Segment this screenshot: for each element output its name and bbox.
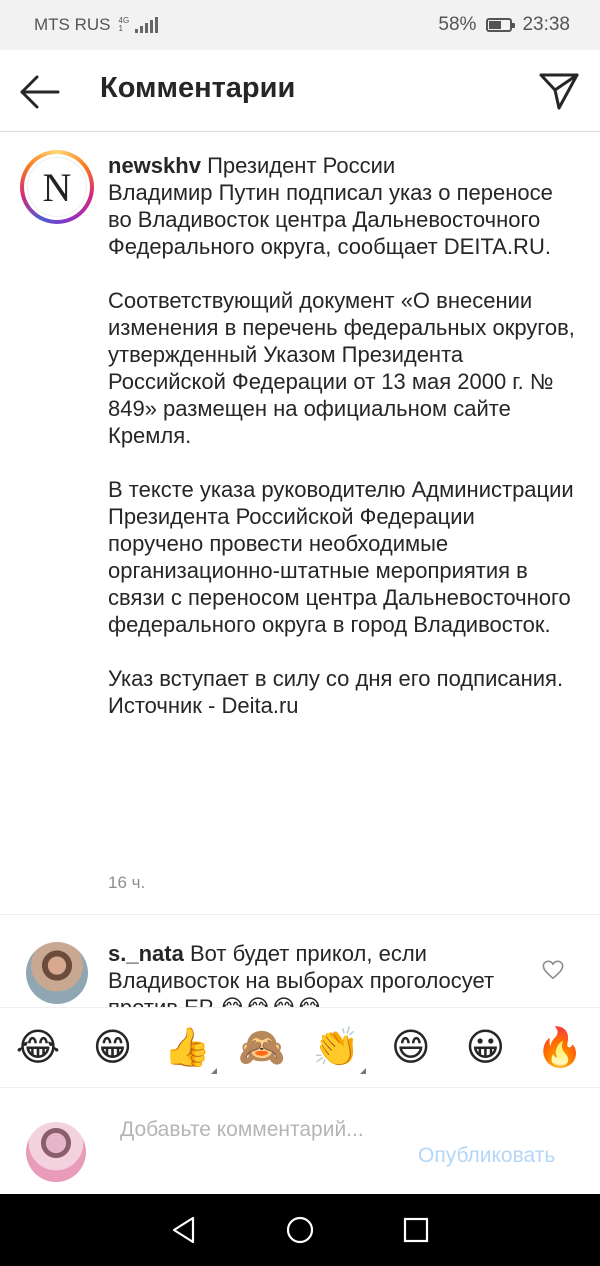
comment-body: Вот будет прикол, если Владивосток на выборах проголосует: [108, 941, 495, 993]
publish-button[interactable]: Опубликовать: [418, 1144, 556, 1167]
status-left: [34, 15, 158, 35]
clock: 23:38: [522, 14, 570, 35]
post-author-avatar[interactable]: [20, 150, 94, 224]
post-username[interactable]: newskhv: [108, 153, 201, 178]
comment-item: [0, 915, 600, 1007]
header: [0, 50, 600, 132]
caption-paragraph-4: Указ вступает в силу со дня его подписания. Источник - Deita.ru: [108, 666, 564, 718]
avatar-frame: [24, 154, 90, 220]
caption-text: [108, 152, 578, 719]
emoji-quick-bar: [0, 1007, 600, 1088]
emoji-button[interactable]: 😁: [92, 1026, 133, 1069]
page-title: Комментарии: [100, 72, 296, 104]
caption-paragraph-1: [108, 152, 578, 260]
post-caption: [0, 132, 600, 915]
nav-home-icon[interactable]: [285, 1215, 315, 1245]
current-user-avatar: [26, 1122, 86, 1182]
post-timestamp: 16 ч.: [108, 873, 146, 892]
network-type-top: 4G: [118, 16, 130, 25]
emoji-button[interactable]: 😂: [15, 1026, 61, 1069]
battery-fill: [489, 21, 501, 29]
emoji-button[interactable]: 🔥: [536, 1026, 584, 1069]
share-icon[interactable]: [538, 70, 580, 112]
comment-username[interactable]: s._nata: [108, 941, 184, 966]
status-right: [438, 14, 570, 36]
nav-recents-icon[interactable]: [403, 1217, 429, 1243]
system-nav-bar: [0, 1194, 600, 1266]
caption-paragraph-1-text: Президент России Владимир Путин подписал указ о переносе во Владивосток центра Дальневосточного Федерального округа, сообщает DEITA.RU.: [108, 153, 553, 259]
signal-icon: [135, 17, 158, 33]
avatar-logo: [27, 157, 87, 217]
nav-back-icon[interactable]: [171, 1216, 197, 1244]
heart-icon[interactable]: [542, 959, 564, 981]
status-bar: [0, 0, 600, 50]
emoji-button[interactable]: 👍: [163, 1026, 211, 1069]
comment-input[interactable]: [120, 1116, 390, 1176]
caption-paragraph-2: Соответствующий документ «О внесении изменения в перечень федеральных округов, утвержденный Указом Президента Российской Федерации от 13 мая 2000 г. № 849» размещен на официальном сайте Кремля.: [108, 288, 575, 448]
carrier-name: MTS RUS: [34, 15, 111, 34]
emoji-button[interactable]: 👏: [312, 1026, 360, 1069]
network-type: [119, 17, 130, 33]
avatar-logo-letter: N: [42, 164, 72, 210]
emoji-button[interactable]: 😀: [465, 1026, 506, 1069]
emoji-button[interactable]: 🙈: [238, 1026, 286, 1069]
emoji-button[interactable]: 😄: [391, 1026, 431, 1069]
back-arrow-icon[interactable]: [18, 72, 62, 112]
comment-composer: [0, 1088, 600, 1194]
battery-icon: [486, 18, 512, 32]
caption-paragraph-3: В тексте указа руководителю Администрации Президента Российской Федерации поручено провести необходимые организационно-штатные мероприятия в связи с переносом центра Дальневосточного федерального округа в город Владивосток.: [108, 477, 574, 637]
network-type-bottom: 1: [118, 24, 123, 33]
battery-percent: 58%: [438, 14, 477, 35]
commenter-avatar[interactable]: [26, 942, 88, 1004]
